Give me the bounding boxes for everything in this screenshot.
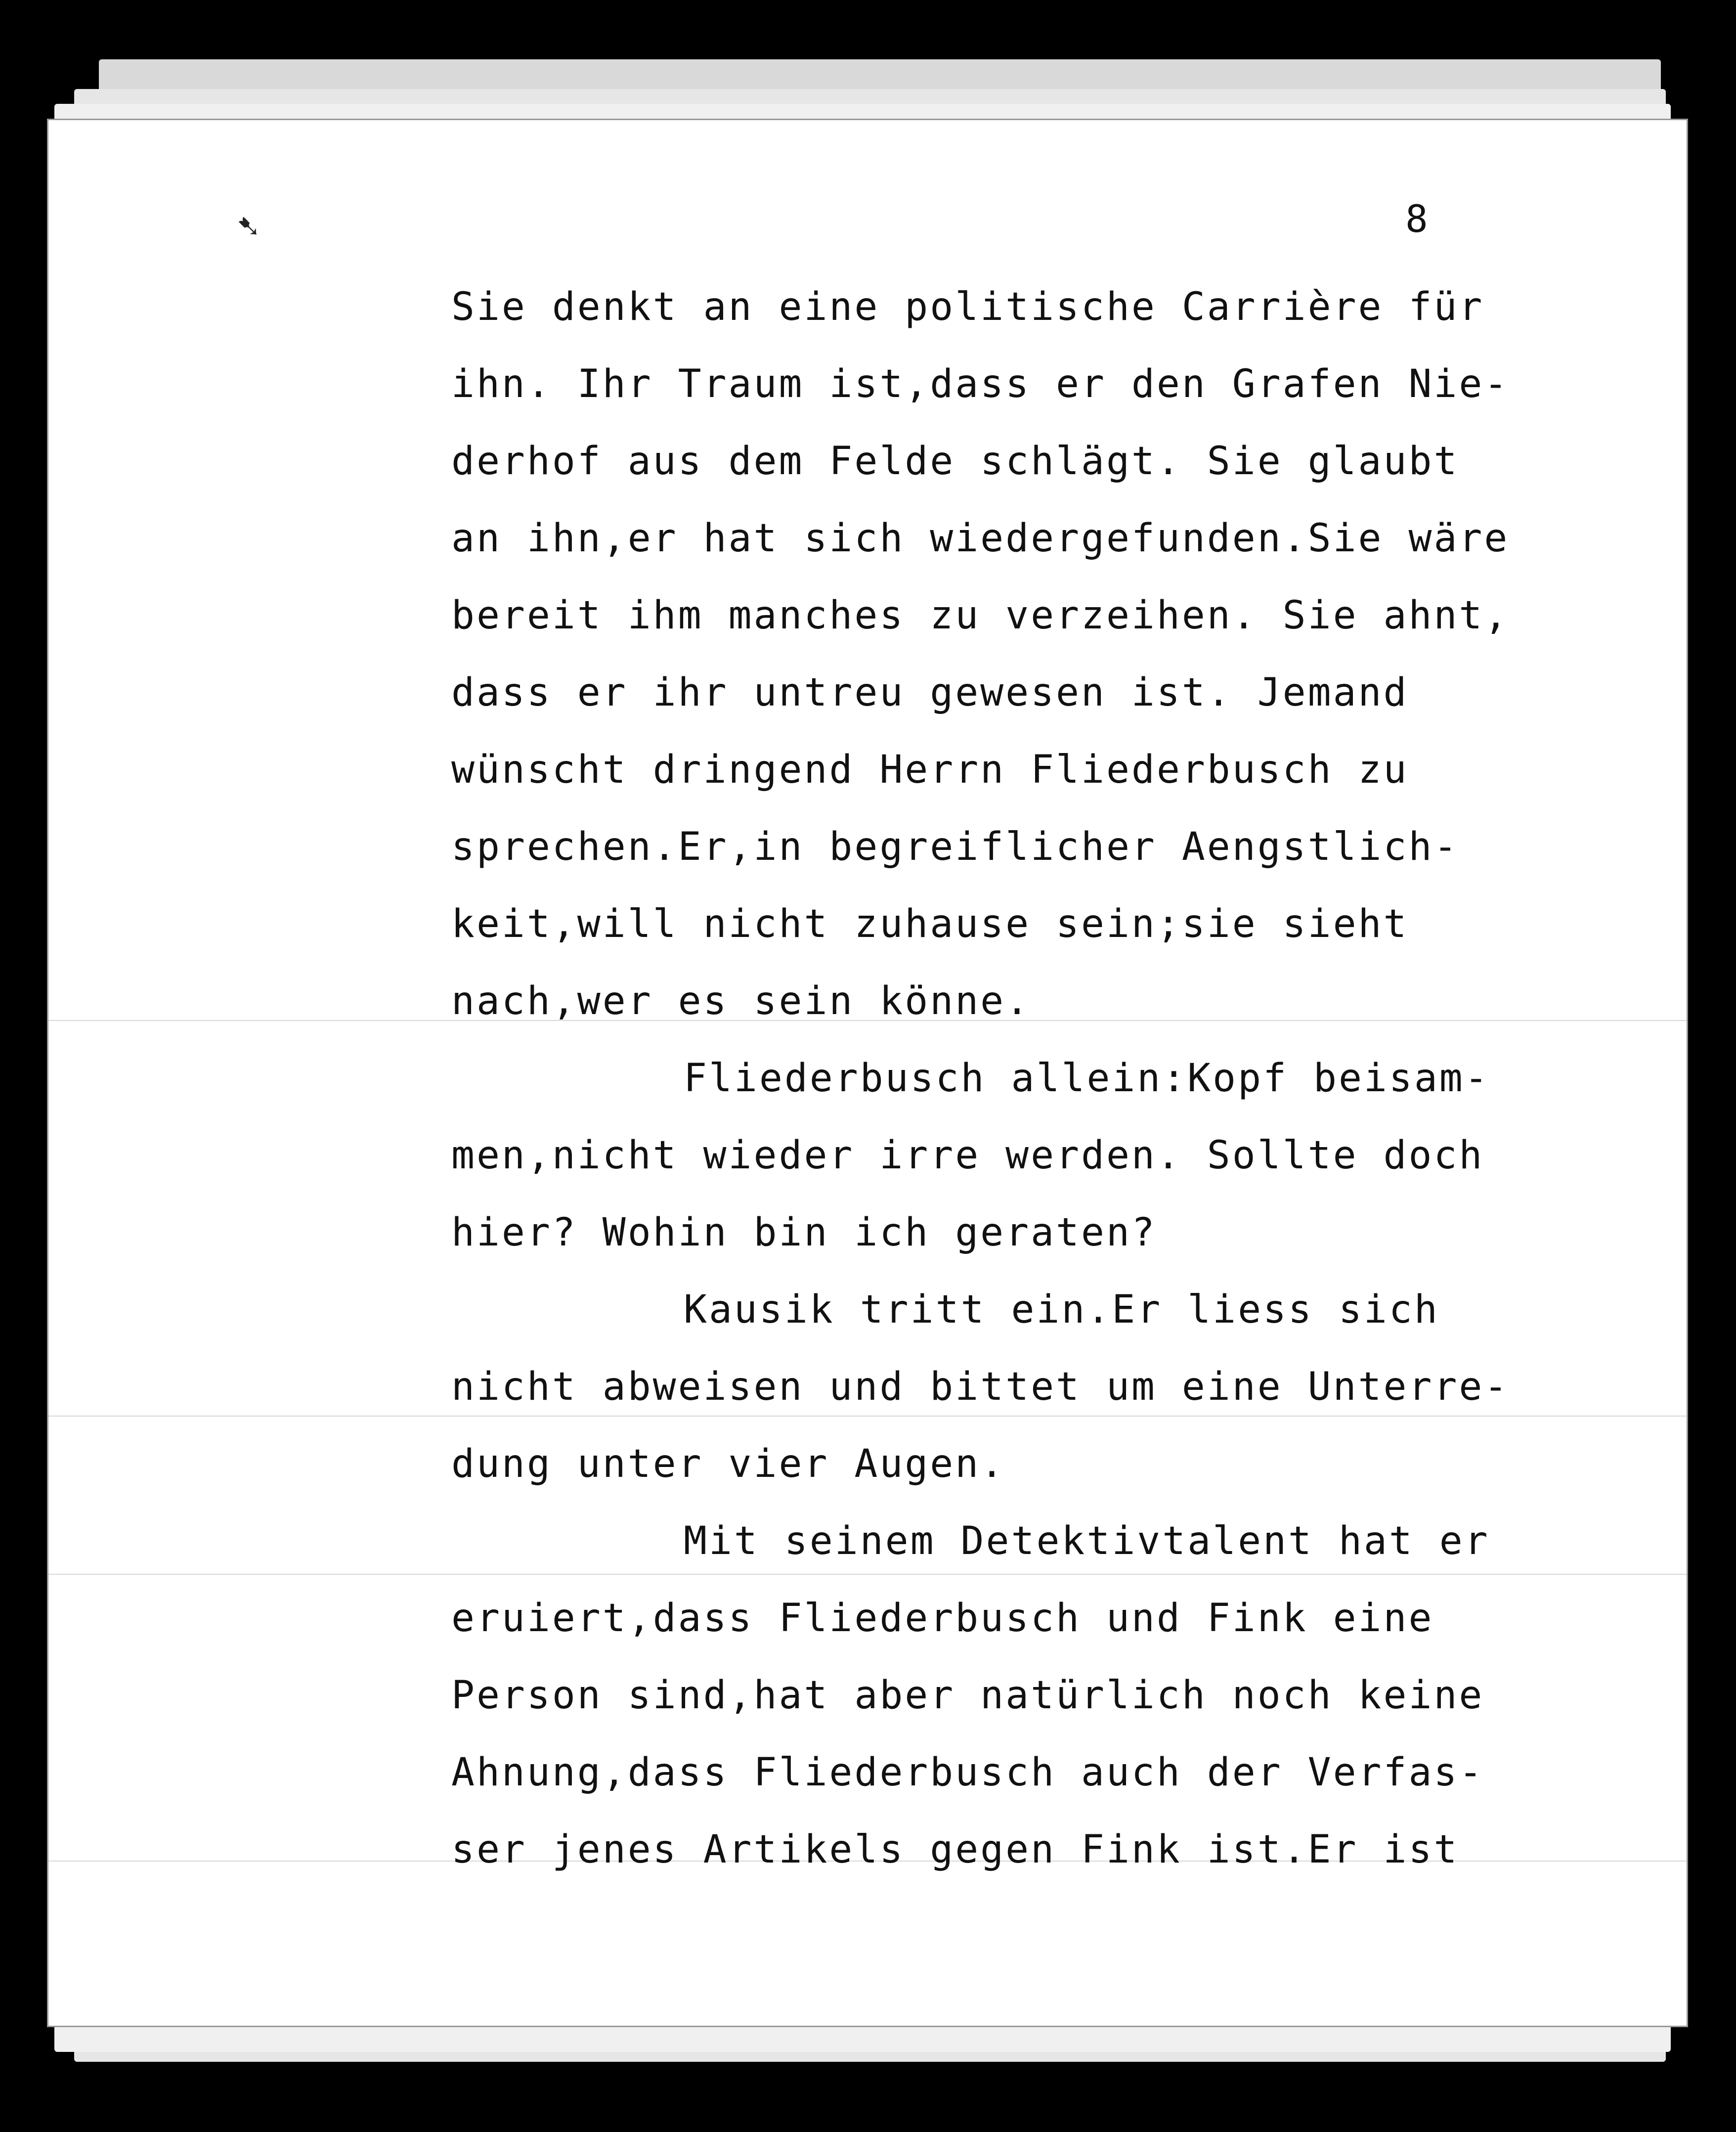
typed-text-block [451,268,1588,1888]
text-line: eruiert,dass Fliederbusch und Fink eine [451,1596,1434,1641]
text-line: an ihn,er hat sich wiedergefunden.Sie wäre [451,516,1510,561]
paragraph-first-line: Kausik tritt ein.Er liess sich [684,1288,1439,1332]
text-line: nicht abweisen und bittet um eine Unterre- [451,1365,1510,1409]
text-line: bereit ihm manches zu verzeihen. Sie ahnt, [451,593,1510,638]
text-line: men,nicht wieder irre werden. Sollte doch [451,1133,1484,1178]
text-line: sprechen.Er,in begreiflicher Aengstlich- [451,825,1459,869]
text-line: derhof aus dem Felde schlägt. Sie glaubt [451,439,1459,484]
text-line: dass er ihr untreu gewesen ist. Jemand [451,670,1409,715]
text-line: hier? Wohin bin ich geraten? [451,1210,1157,1255]
typed-page [47,119,1688,2027]
paragraph-first-line: Mit seinem Detektivtalent hat er [684,1519,1490,1563]
text-line: Ahnung,dass Fliederbusch auch der Verfas- [451,1750,1484,1795]
page-number: 8 [1405,197,1428,241]
paragraph-first-line: Fliederbusch allein:Kopf beisam- [684,1056,1490,1101]
text-line: Person sind,hat aber natürlich noch keine [451,1673,1484,1718]
margin-mark-icon: ➷ [236,209,261,244]
text-line: keit,will nicht zuhause sein;sie sieht [451,902,1409,946]
text-line: dung unter vier Augen. [451,1442,1006,1486]
text-line: Sie denkt an eine politische Carrière für [451,285,1484,329]
text-line: ihn. Ihr Traum ist,dass er den Grafen Nie- [451,362,1510,406]
text-line: nach,wer es sein könne. [451,979,1031,1023]
text-line: ser jenes Artikels gegen Fink ist.Er ist [451,1827,1459,1872]
text-line: wünscht dringend Herrn Fliederbusch zu [451,748,1409,792]
